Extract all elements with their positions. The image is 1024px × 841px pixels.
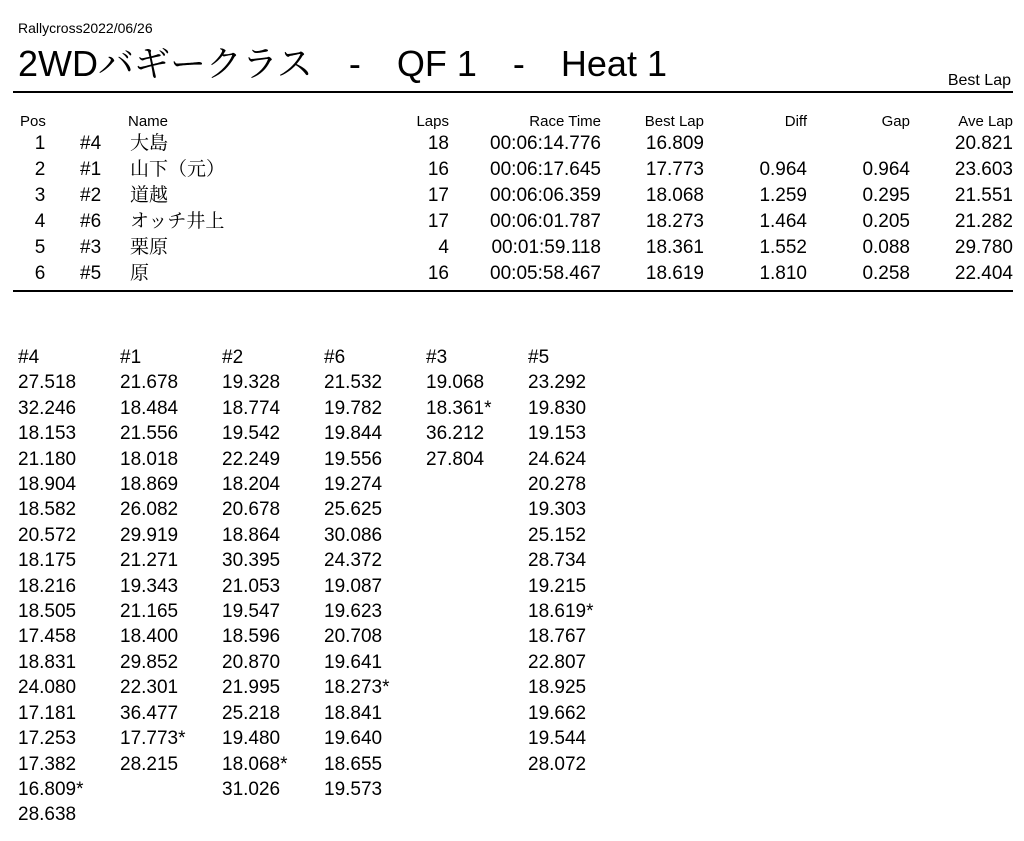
lap-time: 21.678: [120, 372, 179, 394]
table-row: [0, 183, 1024, 209]
lap-column-car: #1: [120, 347, 142, 368]
row-race-time: 00:06:17.645: [490, 159, 601, 180]
lap-time: 31.026: [222, 778, 281, 800]
header-diff: Diff: [784, 113, 807, 130]
row-name: 道越: [130, 185, 169, 206]
lap-time: 21.532: [324, 372, 383, 394]
lap-time: 18.619*: [528, 601, 594, 623]
row-name: 大島: [130, 133, 169, 154]
lap-time: 18.175: [18, 550, 77, 572]
page-title: 2WDバギークラス - QF 1 - Heat 1: [18, 43, 667, 84]
row-pos: 1: [34, 133, 46, 154]
row-car: #3: [80, 237, 102, 258]
row-car: #6: [80, 211, 102, 232]
lap-column: [18, 345, 118, 828]
lap-time: 29.919: [120, 524, 179, 546]
lap-time: 18.505: [18, 601, 77, 623]
lap-time: 19.153: [528, 423, 587, 445]
table-row: [0, 261, 1024, 287]
row-car: #2: [80, 185, 102, 206]
lap-time: 21.556: [120, 423, 179, 445]
row-car: #1: [80, 159, 102, 180]
lap-time: 36.477: [120, 702, 179, 724]
lap-time: 30.086: [324, 524, 383, 546]
row-car: #5: [80, 263, 102, 284]
lap-time: 18.273*: [324, 677, 390, 699]
bottom-divider: [13, 290, 1013, 292]
lap-time: 28.638: [18, 804, 77, 826]
row-pos: 6: [34, 263, 46, 284]
row-race-time: 00:01:59.118: [491, 237, 601, 258]
row-car: #4: [80, 133, 102, 154]
lap-time: 18.484: [120, 397, 179, 419]
lap-time: 28.215: [120, 753, 179, 775]
lap-time: 19.640: [324, 728, 383, 750]
row-race-time: 00:05:58.467: [490, 263, 601, 284]
row-gap: 0.258: [862, 263, 910, 284]
row-laps: 16: [427, 263, 449, 284]
row-name: 原: [130, 263, 150, 284]
lap-time: 18.774: [222, 397, 281, 419]
row-ave-lap: 29.780: [954, 237, 1013, 258]
row-diff: 0.964: [759, 159, 807, 180]
row-pos: 3: [34, 185, 46, 206]
row-pos: 2: [34, 159, 46, 180]
lap-time: 20.572: [18, 524, 77, 546]
lap-column: [324, 345, 424, 802]
lap-time: 17.181: [18, 702, 77, 724]
lap-time: 18.869: [120, 474, 179, 496]
row-race-time: 00:06:01.787: [490, 211, 601, 232]
header-pos: Pos: [20, 113, 46, 130]
lap-time: 27.804: [426, 448, 485, 470]
lap-time: 19.547: [222, 601, 281, 623]
row-laps: 16: [427, 159, 449, 180]
row-laps: 17: [427, 185, 449, 206]
lap-time: 22.807: [528, 651, 587, 673]
lap-time: 18.904: [18, 474, 77, 496]
row-race-time: 00:06:14.776: [490, 133, 601, 154]
header-best-lap: Best Lap: [644, 113, 704, 130]
lap-time: 23.292: [528, 372, 587, 394]
lap-time: 18.018: [120, 448, 179, 470]
results-table: [0, 113, 1024, 287]
lap-time: 19.215: [528, 575, 587, 597]
row-best-lap: 16.809: [645, 133, 704, 154]
row-ave-lap: 22.404: [954, 263, 1013, 284]
lap-column-car: #6: [324, 347, 346, 368]
table-row: [0, 157, 1024, 183]
lap-time: 19.544: [528, 728, 587, 750]
lap-time: 28.072: [528, 753, 587, 775]
lap-time: 20.678: [222, 499, 281, 521]
lap-time: 21.165: [120, 601, 179, 623]
lap-time: 18.400: [120, 626, 179, 648]
row-diff: 1.810: [759, 263, 807, 284]
lap-time: 19.303: [528, 499, 587, 521]
event-subtitle: Rallycross2022/06/26: [18, 20, 153, 36]
lap-time: 25.625: [324, 499, 383, 521]
row-laps: 17: [427, 211, 449, 232]
row-best-lap: 18.619: [645, 263, 704, 284]
lap-time: 19.480: [222, 728, 281, 750]
lap-time: 19.830: [528, 397, 587, 419]
lap-time: 18.655: [324, 753, 383, 775]
row-ave-lap: 20.821: [954, 133, 1013, 154]
lap-time: 36.212: [426, 423, 485, 445]
lap-time: 20.278: [528, 474, 587, 496]
lap-time: 19.573: [324, 778, 383, 800]
lap-column: [222, 345, 322, 802]
lap-time: 18.582: [18, 499, 77, 521]
lap-time: 24.080: [18, 677, 77, 699]
table-row: [0, 209, 1024, 235]
row-race-time: 00:06:06.359: [490, 185, 601, 206]
lap-time: 18.767: [528, 626, 587, 648]
row-ave-lap: 23.603: [954, 159, 1013, 180]
lap-time: 18.068*: [222, 753, 288, 775]
header-laps: Laps: [416, 113, 449, 130]
header-race-time: Race Time: [529, 113, 601, 130]
row-gap: 0.088: [862, 237, 910, 258]
row-gap: 0.295: [862, 185, 910, 206]
row-diff: 1.552: [759, 237, 807, 258]
lap-time: 26.082: [120, 499, 179, 521]
lap-time: 28.734: [528, 550, 587, 572]
row-name: 栗原: [130, 237, 169, 258]
lap-time: 17.773*: [120, 728, 186, 750]
lap-time: 27.518: [18, 372, 77, 394]
lap-time: 19.274: [324, 474, 383, 496]
lap-time: 19.542: [222, 423, 281, 445]
row-pos: 5: [34, 237, 46, 258]
lap-time: 18.925: [528, 677, 587, 699]
lap-time: 19.343: [120, 575, 179, 597]
lap-time: 24.372: [324, 550, 383, 572]
lap-time: 18.864: [222, 524, 281, 546]
lap-time: 22.301: [120, 677, 179, 699]
table-row: [0, 131, 1024, 157]
results-header-row: [0, 113, 1024, 131]
row-gap: 0.964: [862, 159, 910, 180]
lap-time: 22.249: [222, 448, 281, 470]
lap-time: 21.271: [120, 550, 179, 572]
lap-time: 20.708: [324, 626, 383, 648]
lap-column: [120, 345, 220, 777]
header-gap: Gap: [881, 113, 910, 130]
row-diff: 1.259: [759, 185, 807, 206]
row-best-lap: 18.068: [645, 185, 704, 206]
lap-time: 18.596: [222, 626, 281, 648]
row-name: オッチ井上: [130, 211, 225, 232]
lap-time: 19.662: [528, 702, 587, 724]
lap-time: 17.382: [18, 753, 77, 775]
lap-time: 17.253: [18, 728, 77, 750]
top-divider: [13, 91, 1013, 93]
row-ave-lap: 21.282: [954, 211, 1013, 232]
lap-time: 21.180: [18, 448, 77, 470]
lap-time: 32.246: [18, 397, 77, 419]
lap-time: 19.844: [324, 423, 383, 445]
lap-time: 18.841: [324, 702, 383, 724]
row-gap: 0.205: [862, 211, 910, 232]
lap-time: 19.556: [324, 448, 383, 470]
lap-time: 18.831: [18, 651, 77, 673]
lap-column-car: #3: [426, 347, 448, 368]
lap-time: 18.361*: [426, 397, 492, 419]
row-pos: 4: [34, 211, 46, 232]
header-name: Name: [128, 113, 169, 130]
row-diff: 1.464: [759, 211, 807, 232]
lap-column-car: #5: [528, 347, 550, 368]
row-name: 山下（元）: [130, 159, 226, 180]
lap-time: 19.641: [324, 651, 383, 673]
lap-time: 18.204: [222, 474, 281, 496]
lap-time: 21.995: [222, 677, 281, 699]
lap-column: [426, 345, 526, 472]
best-lap-corner-label: Best Lap: [947, 72, 1011, 89]
lap-time: 25.152: [528, 524, 587, 546]
row-best-lap: 17.773: [645, 159, 704, 180]
lap-time: 19.782: [324, 397, 383, 419]
lap-time: 19.328: [222, 372, 281, 394]
row-laps: 18: [427, 133, 449, 154]
lap-column-car: #2: [222, 347, 244, 368]
lap-time: 25.218: [222, 702, 281, 724]
row-laps: 4: [438, 237, 449, 258]
row-ave-lap: 21.551: [954, 185, 1013, 206]
header-ave-lap: Ave Lap: [958, 113, 1013, 130]
lap-time: 19.068: [426, 372, 485, 394]
row-best-lap: 18.273: [645, 211, 704, 232]
lap-time: 18.153: [18, 423, 77, 445]
lap-column-car: #4: [18, 347, 40, 368]
table-row: [0, 235, 1024, 261]
lap-time: 17.458: [18, 626, 77, 648]
lap-time: 20.870: [222, 651, 281, 673]
lap-time: 19.623: [324, 601, 383, 623]
lap-time: 21.053: [222, 575, 281, 597]
lap-time: 19.087: [324, 575, 383, 597]
lap-time: 16.809*: [18, 778, 84, 800]
lap-time: 24.624: [528, 448, 587, 470]
row-best-lap: 18.361: [645, 237, 704, 258]
lap-time: 30.395: [222, 550, 281, 572]
lap-time: 29.852: [120, 651, 179, 673]
lap-column: [528, 345, 628, 777]
lap-time: 18.216: [18, 575, 77, 597]
